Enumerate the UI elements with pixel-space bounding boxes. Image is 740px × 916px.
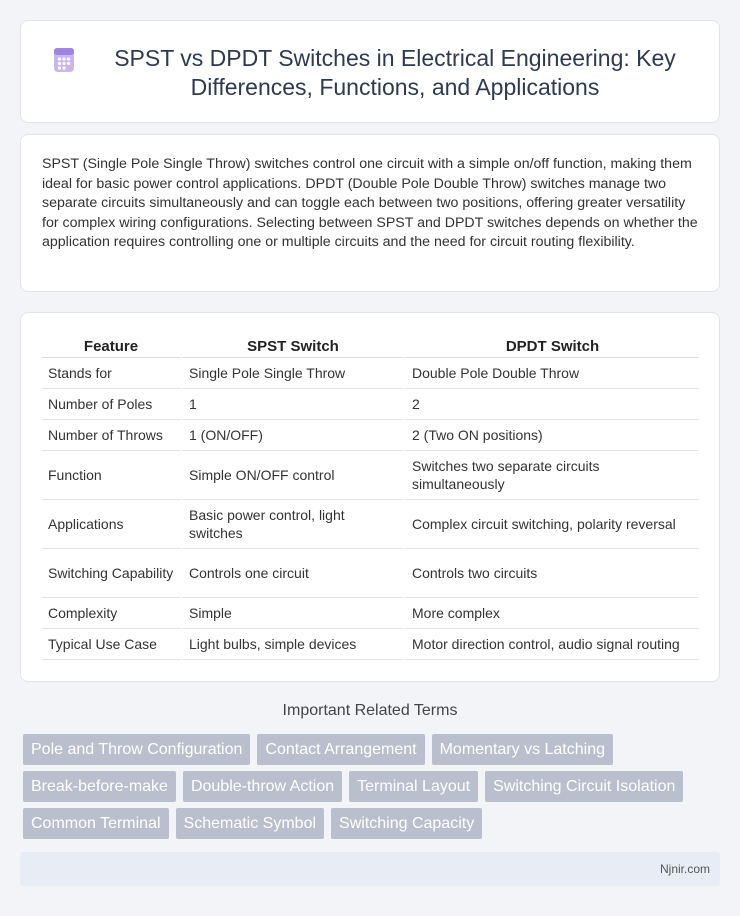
table-cell: Stands for [42, 358, 180, 389]
table-cell: Complexity [42, 598, 180, 629]
table-cell: Double Pole Double Throw [403, 358, 699, 389]
table-cell: Typical Use Case [42, 629, 180, 660]
table-row [42, 389, 699, 420]
table-cell: Single Pole Single Throw [180, 358, 403, 389]
table-row [42, 598, 699, 629]
table-cell: Switches two separate circuits simultaneously [403, 451, 699, 500]
table-cell: Complex circuit switching, polarity reversal [403, 500, 699, 549]
comparison-table-card [20, 312, 720, 682]
table-cell: 2 (Two ON positions) [403, 420, 699, 451]
intro-card [20, 134, 720, 292]
header-feature: Feature [42, 333, 180, 358]
calculator-icon [51, 47, 77, 73]
table-row [42, 549, 699, 598]
related-term-tag[interactable]: Momentary vs Latching [432, 734, 613, 765]
table-cell: Controls two circuits [403, 549, 699, 598]
related-term-tag[interactable]: Break-before-make [23, 771, 176, 802]
tag-row [23, 808, 723, 839]
related-term-tag[interactable]: Pole and Throw Configuration [23, 734, 250, 765]
table-cell: Light bulbs, simple devices [180, 629, 403, 660]
related-term-tag[interactable]: Switching Circuit Isolation [485, 771, 683, 802]
header-dpdt: DPDT Switch [403, 333, 699, 358]
table-cell: Function [42, 451, 180, 500]
table-cell: Simple ON/OFF control [180, 451, 403, 500]
table-cell: 1 [180, 389, 403, 420]
table-cell: 2 [403, 389, 699, 420]
table-cell: Applications [42, 500, 180, 549]
tag-row [23, 734, 723, 765]
page-title: SPST vs DPDT Switches in Electrical Engineering: Key Differences, Functions, and Applications [114, 45, 676, 100]
related-term-tag[interactable]: Schematic Symbol [176, 808, 325, 839]
table-row [42, 358, 699, 389]
table-cell: 1 (ON/OFF) [180, 420, 403, 451]
related-term-tag[interactable]: Common Terminal [23, 808, 169, 839]
table-cell: Number of Poles [42, 389, 180, 420]
table-row [42, 451, 699, 500]
related-terms-title: Important Related Terms [282, 702, 458, 719]
table-cell: Basic power control, light switches [180, 500, 403, 549]
table-row [42, 629, 699, 660]
table-header-row [42, 333, 699, 358]
comparison-table [42, 333, 699, 660]
footer-brand[interactable]: Njnir.com [659, 862, 710, 876]
related-terms-list [23, 734, 723, 845]
footer [20, 852, 720, 886]
related-term-tag[interactable]: Double-throw Action [183, 771, 342, 802]
table-row [42, 500, 699, 549]
table-cell: Controls one circuit [180, 549, 403, 598]
title-card [20, 20, 720, 123]
table-cell: Switching Capability [42, 549, 180, 598]
related-term-tag[interactable]: Switching Capacity [331, 808, 482, 839]
table-cell: Motor direction control, audio signal routing [403, 629, 699, 660]
table-cell: Number of Throws [42, 420, 180, 451]
header-spst: SPST Switch [180, 333, 403, 358]
table-cell: Simple [180, 598, 403, 629]
table-cell: More complex [403, 598, 699, 629]
tag-row [23, 771, 723, 802]
related-term-tag[interactable]: Terminal Layout [349, 771, 478, 802]
table-row [42, 420, 699, 451]
intro-paragraph: SPST (Single Pole Single Throw) switches control one circuit with a simple on/off function, making them ideal for basic power control applications. DPDT (Double Pole Double Throw) switches manage two separate circuits simultaneously and can toggle each between two positions, offering greater versatility for complex wiring configurations. Selecting between SPST and DPDT switches depends on whether the application requires controlling one or multiple circuits and the need for circuit routing flexibility. [42, 156, 698, 251]
related-term-tag[interactable]: Contact Arrangement [257, 734, 424, 765]
